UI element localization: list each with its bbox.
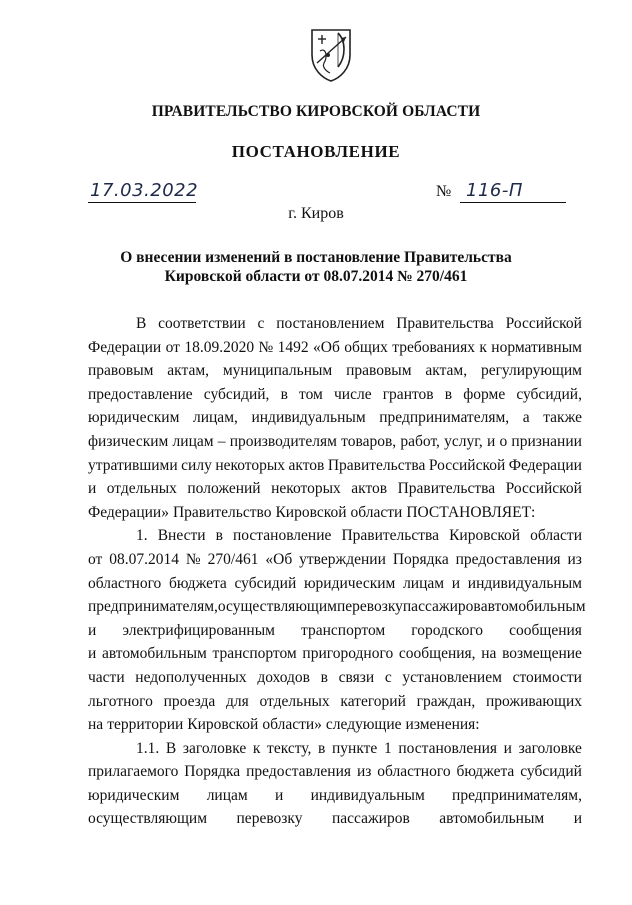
body-word: актам, [167, 362, 210, 380]
body-word: юридическим [88, 786, 180, 804]
body-word: Российской [428, 456, 506, 474]
body-word: из [567, 550, 582, 568]
body-word: 18.09.2020 [184, 338, 255, 356]
body-word: актов [351, 480, 388, 498]
body-word: «Об [313, 338, 340, 356]
body-word: Федерации [88, 338, 162, 356]
body-word: юридическим [303, 574, 396, 592]
body-word: утверждении [299, 550, 386, 568]
body-line [88, 642, 582, 666]
body-word: Правительство [172, 503, 272, 521]
body-word: силу [181, 456, 212, 474]
body-word: утратившими [88, 456, 178, 474]
body-word: 1.1. [136, 739, 160, 757]
body-word: юридическим [88, 409, 180, 427]
decree-body-text [88, 312, 586, 831]
body-word: Российской [505, 315, 582, 332]
body-word: 08.07.2014 [109, 550, 179, 568]
body-word: индивидуальным [251, 409, 366, 427]
body-line [88, 312, 582, 336]
body-word: областного [88, 574, 162, 592]
body-word: Правительства [397, 480, 496, 498]
body-word: в [215, 527, 223, 545]
body-word: требованиях [392, 338, 475, 356]
body-word: Кировской [449, 527, 521, 545]
body-line [88, 501, 582, 525]
body-word: постановления [398, 739, 497, 757]
body-word: Правительства [341, 527, 440, 545]
body-word: в [444, 385, 453, 403]
decree-date-field [88, 180, 199, 203]
body-word: и [451, 574, 461, 592]
body-word: для [226, 692, 249, 710]
number-label: № [436, 183, 452, 200]
body-word: 1492 [277, 338, 309, 356]
body-word: субсидий [234, 574, 297, 592]
government-name: ПРАВИТЕЛЬСТВО КИРОВСКОЙ ОБЛАСТИ [151, 103, 481, 120]
body-line [88, 430, 582, 454]
body-word: проезда [163, 692, 216, 710]
body-word: Кировской [275, 503, 347, 521]
body-word: автомобильным [101, 645, 207, 663]
body-line [88, 406, 582, 430]
body-word: к [252, 739, 261, 757]
body-word: правовым [88, 362, 154, 380]
body-line [88, 548, 582, 572]
body-word: бюджета [169, 574, 227, 592]
body-line [88, 760, 582, 784]
body-line [88, 477, 582, 501]
body-word: заголовке [518, 739, 582, 757]
body-word: производителям [229, 432, 337, 450]
body-line [88, 454, 582, 478]
body-word: перевозку [236, 810, 303, 828]
body-word: установлением [402, 668, 502, 686]
body-word: в [320, 668, 328, 686]
body-line [88, 524, 582, 548]
body-word: предпринимателям, [379, 409, 510, 427]
body-word: изменения: [405, 716, 480, 734]
body-line [88, 572, 582, 596]
subject-line: О внесении изменений в постановление Правительства [120, 249, 512, 266]
body-word: 1 [383, 739, 392, 757]
body-word: бюджета [456, 763, 515, 781]
body-word: граждан, [416, 692, 476, 710]
body-word: отдельных [259, 692, 330, 710]
body-word: автомобильным [480, 598, 586, 616]
body-word: пригородного [302, 645, 394, 663]
body-word: Порядка [184, 763, 241, 781]
body-word: тексту, [267, 739, 312, 757]
body-word: 270/461 [207, 550, 259, 568]
body-word: Порядка [392, 550, 449, 568]
body-word: предпринимателям, [88, 598, 218, 616]
body-word: грантов [382, 385, 434, 403]
body-word: автомобильным [439, 810, 545, 828]
city-name: г. Киров [288, 205, 344, 222]
body-line [88, 690, 582, 714]
body-line [88, 713, 582, 737]
body-word: категорий [340, 692, 406, 710]
body-word: № [185, 550, 201, 568]
body-line [88, 359, 582, 383]
body-word: форме [463, 385, 506, 403]
body-word: перевозку [336, 598, 403, 616]
document-type-title: ПОСТАНОВЛЕНИЕ [231, 142, 401, 161]
body-word: Кировской [187, 716, 259, 734]
body-word: на [481, 645, 497, 663]
body-word: областного [377, 763, 451, 781]
body-word: недополученных [135, 668, 247, 686]
body-word: субсидий, [203, 385, 270, 403]
body-word: лицам [172, 432, 214, 450]
body-line [88, 336, 582, 360]
body-word: в [280, 385, 288, 403]
body-word: прилагаемого [88, 763, 179, 781]
decree-subject [0, 248, 632, 286]
body-word: следующие [325, 716, 402, 734]
body-word: предоставление [88, 385, 193, 403]
body-word: Российской [505, 480, 582, 498]
body-word: лицам [403, 574, 445, 592]
decree-number: 116-П [466, 180, 523, 201]
body-word: сообщения, [398, 645, 476, 663]
body-word: осуществляющим [88, 810, 208, 828]
body-word: индивидуальным [310, 786, 425, 804]
body-word: с [384, 668, 392, 686]
body-word: в [318, 739, 326, 757]
body-word: № [258, 338, 274, 356]
body-word: нормативным [491, 338, 582, 356]
body-line [88, 807, 582, 831]
coat-of-arms-icon [308, 27, 354, 83]
body-word: и [88, 621, 97, 639]
body-word: и [503, 739, 512, 757]
body-line [88, 737, 582, 761]
body-word: субсидий [520, 763, 582, 781]
body-word: числе [333, 385, 372, 403]
body-word: от [165, 338, 180, 356]
body-word: В [136, 315, 147, 332]
body-word: положений [187, 480, 261, 498]
body-word: стоимости [512, 668, 582, 686]
body-word: субсидий, [516, 385, 582, 403]
body-word: о [499, 432, 508, 450]
body-word: транспортом [212, 645, 297, 663]
body-word: пассажиров [331, 810, 410, 828]
body-word: том [299, 385, 323, 403]
body-word: с [257, 315, 265, 332]
body-word: осуществляющим [217, 598, 337, 616]
body-word: также [543, 409, 582, 427]
body-word: актам, [425, 362, 468, 380]
body-word: Федерации [508, 456, 582, 474]
body-word: регулирующим [480, 362, 582, 380]
body-word: лицам, [192, 409, 238, 427]
body-line [88, 666, 582, 690]
body-word: электрифицированным [122, 621, 275, 639]
body-word: постановлением [276, 315, 385, 332]
body-word: услуг, [444, 432, 483, 450]
body-word: соответствии [158, 315, 246, 332]
body-word: от [88, 550, 103, 568]
body-word: лицам [206, 786, 248, 804]
body-word: товаров, [341, 432, 397, 450]
body-word: отдельных [106, 480, 177, 498]
body-word: и [88, 480, 97, 498]
body-word: и [275, 786, 284, 804]
body-word: возмещение [502, 645, 582, 663]
decree-number-field [460, 180, 566, 203]
body-line [88, 784, 582, 808]
body-word: связи [338, 668, 375, 686]
body-word: 1. [136, 527, 148, 545]
body-word: В [165, 739, 177, 757]
body-word: предоставления [455, 550, 561, 568]
body-word: – [217, 432, 226, 450]
body-word: пункте [331, 739, 378, 757]
body-word: и [486, 432, 496, 450]
body-word: общих [344, 338, 388, 356]
body-line [88, 619, 582, 643]
body-word: Внести [157, 527, 206, 545]
body-word: Правительства [396, 315, 494, 332]
body-word: «Об [265, 550, 293, 568]
body-word: области [350, 503, 403, 521]
body-word: и [573, 810, 582, 828]
body-word: из [356, 763, 372, 781]
body-word: ПОСТАНОВЛЯЕТ: [406, 503, 536, 521]
body-word: сообщения [509, 621, 582, 639]
body-word: некоторых [271, 480, 341, 498]
body-word: заголовке [182, 739, 247, 757]
body-word: области [530, 527, 582, 545]
body-word: транспортом [301, 621, 386, 639]
body-word: а [522, 409, 530, 427]
body-line [88, 595, 586, 619]
subject-line: Кировской области от 08.07.2014 № 270/461 [164, 268, 468, 285]
body-word: предпринимателям, [452, 786, 582, 804]
decree-date: 17.03.2022 [90, 180, 199, 201]
body-word: на [88, 716, 104, 734]
body-word: территории [107, 716, 184, 734]
body-word: некоторых [215, 456, 286, 474]
body-word: городского [411, 621, 484, 639]
body-word: муниципальным [222, 362, 333, 380]
body-word: области» [262, 716, 322, 734]
body-word: проживающих [486, 692, 582, 710]
body-word: индивидуальным [467, 574, 582, 592]
body-word: физическим [88, 432, 169, 450]
body-word: Правительства [327, 456, 426, 474]
body-word: работ, [400, 432, 440, 450]
body-word: к [479, 338, 487, 356]
body-word: части [88, 668, 125, 686]
body-word: доходов [257, 668, 310, 686]
body-word: Федерации» [88, 503, 169, 521]
body-word: постановление [233, 527, 332, 545]
body-word: актов [288, 456, 325, 474]
body-word: пассажиров [402, 598, 481, 616]
body-word: и [88, 645, 97, 663]
body-word: льготного [88, 692, 153, 710]
body-word: правовым [346, 362, 412, 380]
body-line [88, 383, 582, 407]
body-word: признании [511, 432, 582, 450]
body-word: предоставления [246, 763, 352, 781]
